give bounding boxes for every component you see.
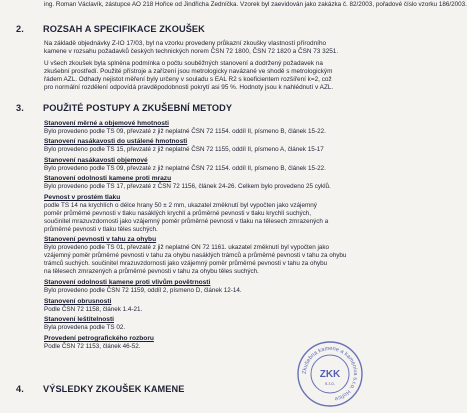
method-title: Stanovení měrné a objemové hmotnosti [44, 120, 169, 127]
method-title: Provedení petrografického rozboru [44, 335, 154, 342]
method-text: podle TS 14 na krychlích o délce hrany 50 ± 2 mm, ukazatel změknutí byl vypočten jako vzájemný [44, 202, 317, 209]
section-2-heading [16, 24, 205, 34]
method-text: vzájemný poměr průměrné pevnosti v tahu za ohybu nasáklých trámců a průměrné pevnosti v tahu za ohybu [44, 252, 347, 259]
section-2-paragraph-2 [44, 60, 384, 92]
paragraph-line: kamene v rozsahu požadavků českých technických norem ČSN 72 1800, ČSN 72 1820 a ČSN 73 3251. [44, 48, 339, 56]
method-text: Bylo provedeno podle TS 17, převzaté z ČSN 72 1156, článek 24-26. Celkem bylo provedeno 25 cyklů. [44, 183, 331, 190]
method-title: Stanovení obrusnosti [44, 298, 112, 305]
stamp-seal [296, 340, 364, 408]
method-text: poměr průměrné pevnosti v tlaku nasáklých krychlí a průměrné pevnosti v tlaku krychlí suchých, [44, 210, 312, 217]
intro-line: ing. Roman Václavík, zástupce AO 218 Hořice od Jindřicha Zedníčka. Vzorek byl zaevidován jako zakázka č. 82/2003, pořadové číslo vzorku 186/2003. [44, 1, 467, 8]
method-text: průměrné pevnosti v tlaku těles suchých. [44, 226, 158, 233]
method-title: Stanovení nasákavosti objemové [44, 157, 148, 164]
section-2-number: 2. [16, 24, 24, 34]
method-text: součinitel mrazuvzdornosti jako vzájemný poměr průměrné pevnosti v tlaku na tělesech zmrazených a [44, 218, 329, 225]
method-text: Podle ČSN 72 1158, článek 1.4-21. [44, 306, 143, 313]
section-2-paragraph-1 [44, 40, 384, 56]
section-3-number: 3. [16, 103, 24, 113]
method-text: Bylo provedeno podle TS 09, převzaté z již neplatné ČSN 72 1154. oddíl II, písmeno B, článek 15-22. [44, 165, 326, 172]
method-text: Podle ČSN 72 1153, článek 46-52. [44, 343, 141, 350]
section-4-heading [16, 384, 185, 394]
method-title: Stanovení pevnosti v tahu za ohybu [44, 236, 157, 243]
method-text: Bylo provedeno podle TS 01, převzaté z již neplatné ON 72 1161. ukazatel změknutí byl vypočten jako [44, 244, 330, 251]
section-3-heading [16, 103, 232, 113]
paragraph-line: Na základě objednávky Z-IO 17/03, byl na vzorku provedeny průkazní zkoušky vlastností přírodního [44, 40, 327, 47]
method-text: Bylo provedeno podle TS 15, převzaté z již neplatné ČSN 72 1155, oddíl II, písmeno A, článek 15-17 [44, 146, 324, 153]
paragraph-line: řádem AZL. Odhady nejistot měření byly určeny v souladu s EAL R2 s koeficientem rozšíření k=2, což [44, 76, 332, 84]
method-text: na tělesech zmrazených a průměrné pevnosti v tahu za ohybu těles suchých. [44, 268, 259, 275]
paragraph-line: pro normální rozdělení odpovídá pravděpodobnosti pokrytí asi 95 %. Hodnoty jsou k nahlédnutí v AZL. [44, 84, 334, 92]
method-text: Bylo provedeno podle ČSN 72 1159, oddíl 2, písmeno D, článek 12-14. [44, 287, 242, 294]
section-3-title: POUŽITÉ POSTUPY A ZKUŠEBNÍ METODY [43, 103, 233, 113]
method-title: Stanovení nasákavosti do ustálené hmotnosti [44, 138, 188, 145]
method-title: Pevnost v prostém tlaku [44, 194, 121, 201]
section-4-title: VÝSLEDKY ZKOUŠEK KAMENE [43, 384, 185, 394]
section-2-title: ROZSAH A SPECIFIKACE ZKOUŠEK [43, 24, 205, 34]
method-title: Stanovení odolnosti kamene proti mrazu [44, 175, 172, 182]
stamp-sub-text: s.r.o. [325, 381, 335, 386]
method-title: Stanovení odolnosti kamene proti vlivům povětrnosti [44, 279, 211, 286]
method-text: Bylo provedeno podle TS 09, převzaté z již neplatné ČSN 72 1154. oddíl II, písmeno B, článek 15-22. [44, 128, 326, 135]
stamp-ring-text: Zkušebna kamene a kameniva s.r.o. Hořice [301, 345, 359, 402]
method-text: trámců suchých. součinitel mrazuvzdornosti jako vzájemný poměr průměrné pevnosti v tahu za ohybu [44, 260, 328, 267]
method-title: Stanovení leštitelnosti [44, 316, 114, 323]
method-text: Byla provedena podle TS 02. [44, 324, 126, 331]
stamp-center-text: ZKK [319, 369, 341, 380]
paragraph-line: zkušební prostředí. Použité přístroje a zařízení jsou metrologicky navázané ve shodě s metrologickým [44, 68, 333, 76]
paragraph-line: U všech zkoušek byla splněna podmínka o počtu souběžných stanovení a dodržený požadavek na [44, 60, 323, 67]
company-stamp [296, 340, 364, 408]
section-4-number: 4. [16, 384, 24, 394]
